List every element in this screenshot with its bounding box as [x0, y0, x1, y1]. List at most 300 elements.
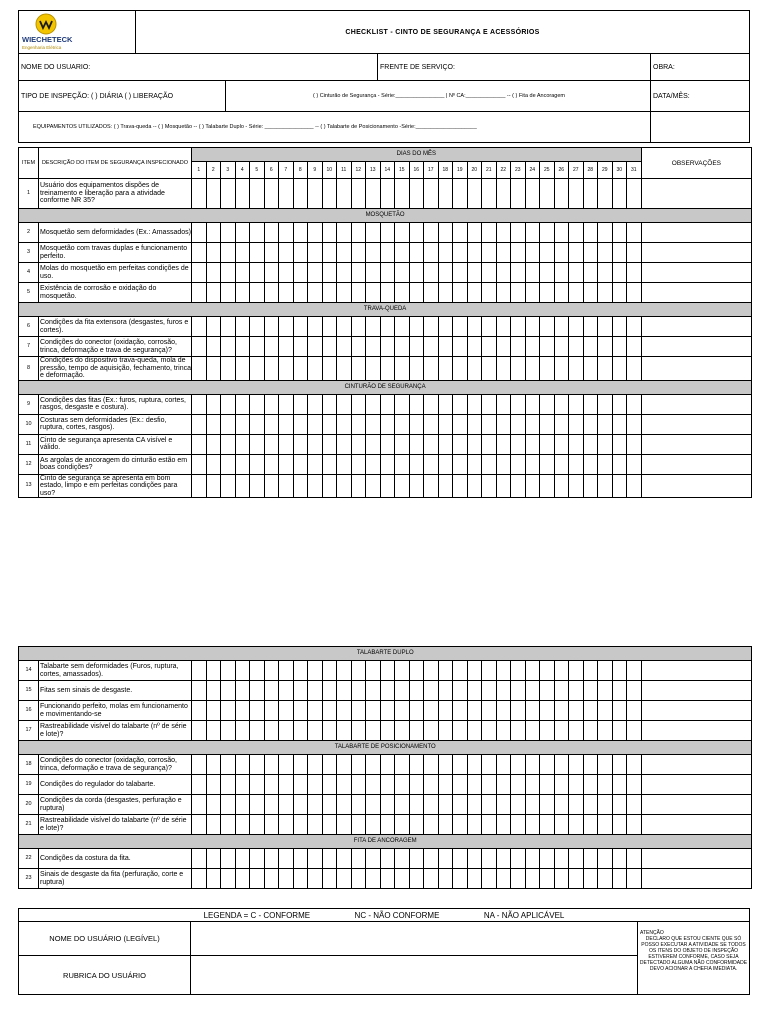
- day-check-cell[interactable]: [264, 454, 279, 474]
- day-check-cell[interactable]: [424, 755, 439, 775]
- day-check-cell[interactable]: [554, 263, 569, 283]
- day-check-cell[interactable]: [308, 849, 323, 869]
- day-check-cell[interactable]: [627, 434, 642, 454]
- day-check-cell[interactable]: [482, 414, 497, 434]
- day-check-cell[interactable]: [322, 357, 337, 381]
- day-check-cell[interactable]: [627, 815, 642, 835]
- day-check-cell[interactable]: [322, 869, 337, 889]
- day-check-cell[interactable]: [192, 317, 207, 337]
- day-check-cell[interactable]: [569, 317, 584, 337]
- day-check-cell[interactable]: [221, 454, 236, 474]
- day-check-cell[interactable]: [554, 357, 569, 381]
- day-check-cell[interactable]: [583, 414, 598, 434]
- day-check-cell[interactable]: [554, 337, 569, 357]
- day-check-cell[interactable]: [322, 849, 337, 869]
- day-check-cell[interactable]: [380, 337, 395, 357]
- day-check-cell[interactable]: [467, 681, 482, 701]
- day-check-cell[interactable]: [554, 474, 569, 498]
- day-check-cell[interactable]: [322, 681, 337, 701]
- day-check-cell[interactable]: [424, 701, 439, 721]
- day-check-cell[interactable]: [540, 434, 555, 454]
- day-check-cell[interactable]: [409, 223, 424, 243]
- day-check-cell[interactable]: [511, 283, 526, 303]
- day-check-cell[interactable]: [467, 263, 482, 283]
- day-check-cell[interactable]: [540, 243, 555, 263]
- day-check-cell[interactable]: [250, 357, 265, 381]
- day-check-cell[interactable]: [627, 263, 642, 283]
- day-check-cell[interactable]: [453, 681, 468, 701]
- day-check-cell[interactable]: [627, 337, 642, 357]
- day-check-cell[interactable]: [496, 474, 511, 498]
- day-check-cell[interactable]: [496, 795, 511, 815]
- observacoes-cell[interactable]: [641, 317, 752, 337]
- day-check-cell[interactable]: [511, 775, 526, 795]
- day-check-cell[interactable]: [264, 263, 279, 283]
- day-check-cell[interactable]: [424, 795, 439, 815]
- day-check-cell[interactable]: [612, 661, 627, 681]
- day-check-cell[interactable]: [467, 223, 482, 243]
- day-check-cell[interactable]: [540, 869, 555, 889]
- obra-field[interactable]: OBRA:: [651, 54, 750, 81]
- day-check-cell[interactable]: [511, 815, 526, 835]
- day-check-cell[interactable]: [583, 337, 598, 357]
- day-check-cell[interactable]: [453, 849, 468, 869]
- day-check-cell[interactable]: [264, 243, 279, 263]
- day-check-cell[interactable]: [279, 283, 294, 303]
- day-check-cell[interactable]: [554, 414, 569, 434]
- day-check-cell[interactable]: [612, 454, 627, 474]
- day-check-cell[interactable]: [598, 721, 613, 741]
- day-check-cell[interactable]: [525, 317, 540, 337]
- day-check-cell[interactable]: [540, 721, 555, 741]
- day-check-cell[interactable]: [409, 681, 424, 701]
- day-check-cell[interactable]: [598, 179, 613, 209]
- day-check-cell[interactable]: [627, 283, 642, 303]
- day-check-cell[interactable]: [525, 755, 540, 775]
- day-check-cell[interactable]: [322, 454, 337, 474]
- day-check-cell[interactable]: [511, 263, 526, 283]
- day-check-cell[interactable]: [221, 434, 236, 454]
- day-check-cell[interactable]: [482, 317, 497, 337]
- day-check-cell[interactable]: [525, 869, 540, 889]
- day-check-cell[interactable]: [409, 755, 424, 775]
- day-check-cell[interactable]: [279, 795, 294, 815]
- day-check-cell[interactable]: [453, 795, 468, 815]
- observacoes-cell[interactable]: [641, 243, 752, 263]
- day-check-cell[interactable]: [569, 283, 584, 303]
- day-check-cell[interactable]: [569, 243, 584, 263]
- day-check-cell[interactable]: [598, 434, 613, 454]
- day-check-cell[interactable]: [250, 795, 265, 815]
- day-check-cell[interactable]: [235, 394, 250, 414]
- day-check-cell[interactable]: [554, 434, 569, 454]
- day-check-cell[interactable]: [322, 721, 337, 741]
- observacoes-cell[interactable]: [641, 454, 752, 474]
- observacoes-cell[interactable]: [641, 849, 752, 869]
- day-check-cell[interactable]: [612, 357, 627, 381]
- day-check-cell[interactable]: [206, 849, 221, 869]
- day-check-cell[interactable]: [380, 179, 395, 209]
- day-check-cell[interactable]: [250, 701, 265, 721]
- observacoes-cell[interactable]: [641, 661, 752, 681]
- day-check-cell[interactable]: [453, 283, 468, 303]
- day-check-cell[interactable]: [380, 849, 395, 869]
- day-check-cell[interactable]: [453, 434, 468, 454]
- day-check-cell[interactable]: [627, 755, 642, 775]
- day-check-cell[interactable]: [192, 795, 207, 815]
- day-check-cell[interactable]: [206, 357, 221, 381]
- day-check-cell[interactable]: [380, 223, 395, 243]
- day-check-cell[interactable]: [525, 263, 540, 283]
- day-check-cell[interactable]: [279, 454, 294, 474]
- day-check-cell[interactable]: [467, 869, 482, 889]
- day-check-cell[interactable]: [395, 434, 410, 454]
- day-check-cell[interactable]: [293, 869, 308, 889]
- day-check-cell[interactable]: [264, 317, 279, 337]
- day-check-cell[interactable]: [569, 179, 584, 209]
- day-check-cell[interactable]: [337, 394, 352, 414]
- day-check-cell[interactable]: [438, 815, 453, 835]
- day-check-cell[interactable]: [322, 815, 337, 835]
- day-check-cell[interactable]: [627, 701, 642, 721]
- day-check-cell[interactable]: [221, 179, 236, 209]
- day-check-cell[interactable]: [496, 721, 511, 741]
- day-check-cell[interactable]: [525, 701, 540, 721]
- day-check-cell[interactable]: [264, 681, 279, 701]
- day-check-cell[interactable]: [250, 434, 265, 454]
- day-check-cell[interactable]: [322, 474, 337, 498]
- day-check-cell[interactable]: [221, 263, 236, 283]
- day-check-cell[interactable]: [453, 869, 468, 889]
- day-check-cell[interactable]: [351, 394, 366, 414]
- day-check-cell[interactable]: [395, 394, 410, 414]
- day-check-cell[interactable]: [264, 795, 279, 815]
- day-check-cell[interactable]: [235, 283, 250, 303]
- day-check-cell[interactable]: [511, 243, 526, 263]
- day-check-cell[interactable]: [206, 317, 221, 337]
- day-check-cell[interactable]: [206, 775, 221, 795]
- day-check-cell[interactable]: [337, 755, 352, 775]
- day-check-cell[interactable]: [366, 283, 381, 303]
- day-check-cell[interactable]: [337, 414, 352, 434]
- day-check-cell[interactable]: [221, 474, 236, 498]
- day-check-cell[interactable]: [206, 223, 221, 243]
- day-check-cell[interactable]: [554, 317, 569, 337]
- day-check-cell[interactable]: [424, 283, 439, 303]
- day-check-cell[interactable]: [569, 454, 584, 474]
- day-check-cell[interactable]: [192, 337, 207, 357]
- day-check-cell[interactable]: [467, 701, 482, 721]
- day-check-cell[interactable]: [322, 755, 337, 775]
- day-check-cell[interactable]: [424, 775, 439, 795]
- day-check-cell[interactable]: [612, 775, 627, 795]
- day-check-cell[interactable]: [453, 701, 468, 721]
- day-check-cell[interactable]: [612, 394, 627, 414]
- day-check-cell[interactable]: [627, 317, 642, 337]
- day-check-cell[interactable]: [569, 721, 584, 741]
- day-check-cell[interactable]: [337, 661, 352, 681]
- day-check-cell[interactable]: [496, 869, 511, 889]
- day-check-cell[interactable]: [206, 701, 221, 721]
- day-check-cell[interactable]: [293, 263, 308, 283]
- day-check-cell[interactable]: [264, 434, 279, 454]
- day-check-cell[interactable]: [598, 681, 613, 701]
- day-check-cell[interactable]: [337, 681, 352, 701]
- day-check-cell[interactable]: [308, 661, 323, 681]
- day-check-cell[interactable]: [438, 775, 453, 795]
- day-check-cell[interactable]: [569, 795, 584, 815]
- day-check-cell[interactable]: [482, 681, 497, 701]
- day-check-cell[interactable]: [569, 681, 584, 701]
- day-check-cell[interactable]: [438, 394, 453, 414]
- observacoes-cell[interactable]: [641, 179, 752, 209]
- day-check-cell[interactable]: [380, 681, 395, 701]
- day-check-cell[interactable]: [598, 795, 613, 815]
- day-check-cell[interactable]: [569, 815, 584, 835]
- day-check-cell[interactable]: [293, 394, 308, 414]
- day-check-cell[interactable]: [395, 263, 410, 283]
- day-check-cell[interactable]: [438, 223, 453, 243]
- day-check-cell[interactable]: [453, 815, 468, 835]
- day-check-cell[interactable]: [221, 775, 236, 795]
- day-check-cell[interactable]: [438, 661, 453, 681]
- day-check-cell[interactable]: [554, 454, 569, 474]
- day-check-cell[interactable]: [337, 795, 352, 815]
- day-check-cell[interactable]: [308, 357, 323, 381]
- day-check-cell[interactable]: [293, 454, 308, 474]
- day-check-cell[interactable]: [380, 243, 395, 263]
- day-check-cell[interactable]: [467, 454, 482, 474]
- day-check-cell[interactable]: [293, 317, 308, 337]
- day-check-cell[interactable]: [221, 223, 236, 243]
- day-check-cell[interactable]: [598, 317, 613, 337]
- day-check-cell[interactable]: [467, 179, 482, 209]
- day-check-cell[interactable]: [380, 414, 395, 434]
- day-check-cell[interactable]: [438, 337, 453, 357]
- day-check-cell[interactable]: [293, 721, 308, 741]
- day-check-cell[interactable]: [612, 681, 627, 701]
- day-check-cell[interactable]: [438, 263, 453, 283]
- day-check-cell[interactable]: [482, 869, 497, 889]
- day-check-cell[interactable]: [496, 283, 511, 303]
- day-check-cell[interactable]: [351, 681, 366, 701]
- day-check-cell[interactable]: [409, 243, 424, 263]
- day-check-cell[interactable]: [308, 815, 323, 835]
- day-check-cell[interactable]: [569, 474, 584, 498]
- day-check-cell[interactable]: [424, 243, 439, 263]
- day-check-cell[interactable]: [554, 681, 569, 701]
- day-check-cell[interactable]: [540, 317, 555, 337]
- day-check-cell[interactable]: [250, 815, 265, 835]
- day-check-cell[interactable]: [308, 454, 323, 474]
- day-check-cell[interactable]: [279, 775, 294, 795]
- day-check-cell[interactable]: [482, 243, 497, 263]
- day-check-cell[interactable]: [279, 414, 294, 434]
- day-check-cell[interactable]: [554, 795, 569, 815]
- day-check-cell[interactable]: [525, 775, 540, 795]
- day-check-cell[interactable]: [540, 394, 555, 414]
- day-check-cell[interactable]: [221, 414, 236, 434]
- frente-servico-field[interactable]: FRENTE DE SERVIÇO:: [378, 54, 651, 81]
- day-check-cell[interactable]: [395, 775, 410, 795]
- day-check-cell[interactable]: [525, 243, 540, 263]
- day-check-cell[interactable]: [409, 263, 424, 283]
- day-check-cell[interactable]: [351, 474, 366, 498]
- day-check-cell[interactable]: [438, 755, 453, 775]
- day-check-cell[interactable]: [424, 179, 439, 209]
- day-check-cell[interactable]: [293, 701, 308, 721]
- day-check-cell[interactable]: [366, 357, 381, 381]
- day-check-cell[interactable]: [192, 179, 207, 209]
- day-check-cell[interactable]: [525, 474, 540, 498]
- day-check-cell[interactable]: [380, 815, 395, 835]
- day-check-cell[interactable]: [438, 283, 453, 303]
- day-check-cell[interactable]: [395, 815, 410, 835]
- day-check-cell[interactable]: [496, 243, 511, 263]
- day-check-cell[interactable]: [351, 337, 366, 357]
- day-check-cell[interactable]: [380, 775, 395, 795]
- day-check-cell[interactable]: [366, 869, 381, 889]
- day-check-cell[interactable]: [206, 815, 221, 835]
- day-check-cell[interactable]: [598, 263, 613, 283]
- day-check-cell[interactable]: [322, 317, 337, 337]
- day-check-cell[interactable]: [192, 869, 207, 889]
- day-check-cell[interactable]: [264, 869, 279, 889]
- day-check-cell[interactable]: [612, 243, 627, 263]
- day-check-cell[interactable]: [540, 474, 555, 498]
- day-check-cell[interactable]: [250, 849, 265, 869]
- day-check-cell[interactable]: [612, 474, 627, 498]
- day-check-cell[interactable]: [424, 317, 439, 337]
- day-check-cell[interactable]: [206, 454, 221, 474]
- day-check-cell[interactable]: [424, 815, 439, 835]
- day-check-cell[interactable]: [482, 263, 497, 283]
- day-check-cell[interactable]: [627, 223, 642, 243]
- day-check-cell[interactable]: [598, 337, 613, 357]
- day-check-cell[interactable]: [380, 263, 395, 283]
- day-check-cell[interactable]: [583, 223, 598, 243]
- day-check-cell[interactable]: [308, 283, 323, 303]
- day-check-cell[interactable]: [337, 701, 352, 721]
- day-check-cell[interactable]: [453, 721, 468, 741]
- day-check-cell[interactable]: [424, 869, 439, 889]
- day-check-cell[interactable]: [540, 223, 555, 243]
- day-check-cell[interactable]: [554, 283, 569, 303]
- day-check-cell[interactable]: [337, 223, 352, 243]
- observacoes-cell[interactable]: [641, 434, 752, 454]
- day-check-cell[interactable]: [540, 849, 555, 869]
- day-check-cell[interactable]: [395, 337, 410, 357]
- day-check-cell[interactable]: [351, 414, 366, 434]
- day-check-cell[interactable]: [554, 223, 569, 243]
- day-check-cell[interactable]: [308, 701, 323, 721]
- day-check-cell[interactable]: [206, 394, 221, 414]
- day-check-cell[interactable]: [395, 454, 410, 474]
- day-check-cell[interactable]: [598, 815, 613, 835]
- day-check-cell[interactable]: [438, 243, 453, 263]
- day-check-cell[interactable]: [206, 869, 221, 889]
- day-check-cell[interactable]: [395, 179, 410, 209]
- day-check-cell[interactable]: [409, 337, 424, 357]
- day-check-cell[interactable]: [453, 414, 468, 434]
- day-check-cell[interactable]: [453, 223, 468, 243]
- day-check-cell[interactable]: [351, 434, 366, 454]
- day-check-cell[interactable]: [351, 661, 366, 681]
- day-check-cell[interactable]: [380, 317, 395, 337]
- day-check-cell[interactable]: [351, 721, 366, 741]
- day-check-cell[interactable]: [235, 701, 250, 721]
- day-check-cell[interactable]: [322, 243, 337, 263]
- day-check-cell[interactable]: [438, 849, 453, 869]
- observacoes-cell[interactable]: [641, 414, 752, 434]
- day-check-cell[interactable]: [351, 795, 366, 815]
- observacoes-cell[interactable]: [641, 775, 752, 795]
- day-check-cell[interactable]: [395, 849, 410, 869]
- day-check-cell[interactable]: [554, 869, 569, 889]
- day-check-cell[interactable]: [351, 263, 366, 283]
- day-check-cell[interactable]: [366, 815, 381, 835]
- day-check-cell[interactable]: [525, 337, 540, 357]
- day-check-cell[interactable]: [482, 815, 497, 835]
- day-check-cell[interactable]: [192, 775, 207, 795]
- day-check-cell[interactable]: [482, 179, 497, 209]
- day-check-cell[interactable]: [279, 434, 294, 454]
- day-check-cell[interactable]: [293, 434, 308, 454]
- day-check-cell[interactable]: [627, 721, 642, 741]
- day-check-cell[interactable]: [264, 394, 279, 414]
- day-check-cell[interactable]: [250, 661, 265, 681]
- day-check-cell[interactable]: [308, 243, 323, 263]
- day-check-cell[interactable]: [250, 263, 265, 283]
- day-check-cell[interactable]: [424, 357, 439, 381]
- day-check-cell[interactable]: [250, 243, 265, 263]
- day-check-cell[interactable]: [598, 454, 613, 474]
- day-check-cell[interactable]: [264, 337, 279, 357]
- day-check-cell[interactable]: [438, 357, 453, 381]
- day-check-cell[interactable]: [221, 681, 236, 701]
- observacoes-cell[interactable]: [641, 357, 752, 381]
- day-check-cell[interactable]: [583, 317, 598, 337]
- day-check-cell[interactable]: [525, 434, 540, 454]
- day-check-cell[interactable]: [540, 681, 555, 701]
- day-check-cell[interactable]: [569, 357, 584, 381]
- day-check-cell[interactable]: [598, 849, 613, 869]
- day-check-cell[interactable]: [366, 661, 381, 681]
- day-check-cell[interactable]: [264, 721, 279, 741]
- day-check-cell[interactable]: [453, 263, 468, 283]
- day-check-cell[interactable]: [221, 337, 236, 357]
- day-check-cell[interactable]: [554, 179, 569, 209]
- day-check-cell[interactable]: [482, 283, 497, 303]
- day-check-cell[interactable]: [453, 179, 468, 209]
- day-check-cell[interactable]: [409, 179, 424, 209]
- day-check-cell[interactable]: [496, 849, 511, 869]
- day-check-cell[interactable]: [496, 317, 511, 337]
- day-check-cell[interactable]: [351, 775, 366, 795]
- day-check-cell[interactable]: [467, 243, 482, 263]
- day-check-cell[interactable]: [322, 775, 337, 795]
- day-check-cell[interactable]: [583, 681, 598, 701]
- day-check-cell[interactable]: [482, 755, 497, 775]
- day-check-cell[interactable]: [583, 755, 598, 775]
- day-check-cell[interactable]: [395, 283, 410, 303]
- day-check-cell[interactable]: [221, 701, 236, 721]
- day-check-cell[interactable]: [569, 434, 584, 454]
- day-check-cell[interactable]: [380, 701, 395, 721]
- day-check-cell[interactable]: [351, 849, 366, 869]
- rubrica-input[interactable]: [191, 956, 638, 995]
- day-check-cell[interactable]: [235, 755, 250, 775]
